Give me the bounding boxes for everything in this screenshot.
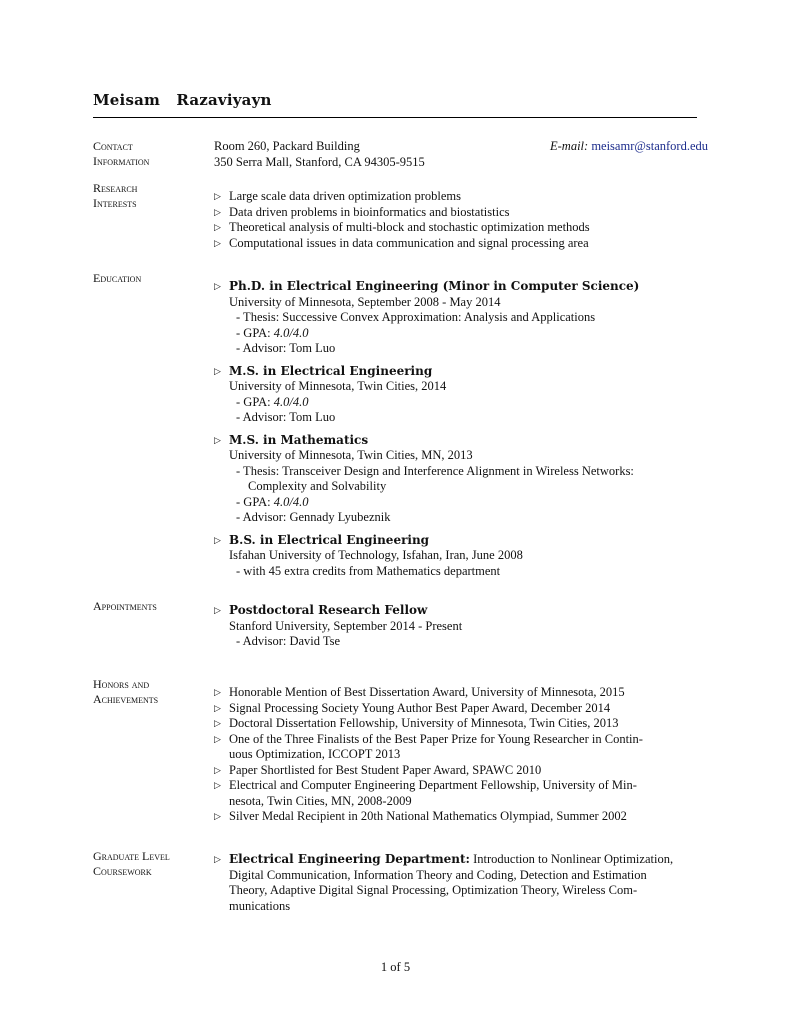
triangle-bullet-icon: ▷ (214, 281, 221, 291)
education-list (214, 279, 704, 579)
triangle-bullet-icon: ▷ (214, 534, 221, 545)
coursework-block (214, 852, 704, 914)
list-item: ▷ Theoretical analysis of multi-block and stochastic optimization methods (214, 220, 590, 234)
list-item: ▷ Silver Medal Recipient in 20th National Mathematics Olympiad, Summer 2002 (214, 809, 627, 823)
section-label-honors: Honors and Achievements (93, 677, 159, 706)
header-rule (93, 117, 697, 118)
degree-title: B.S. in Electrical Engineering (229, 532, 430, 547)
page-number: 1 of 5 (380, 960, 411, 974)
triangle-bullet-icon: ▷ (214, 687, 221, 697)
research-list (214, 189, 704, 251)
education-ms-ee: ▷ M.S. in Electrical Engineering University of Minnesota, Twin Cities, 2014 - GPA: 4.0/4.0 - Advisor: Tom Luo (214, 364, 704, 426)
triangle-bullet-icon: ▷ (214, 605, 221, 615)
triangle-bullet-icon: ▷ (214, 702, 221, 713)
triangle-bullet-icon: ▷ (214, 434, 221, 445)
triangle-bullet-icon: ▷ (214, 191, 221, 201)
education-phd: ▷ Ph.D. in Electrical Engineering (Minor in Computer Science) University of Minnesota, September 2008 - May 2014 - Thesis: Successive Convex Approximation: Analysis and Applications - GPA: 4.0/4.0 - Advisor: Tom Luo (214, 279, 704, 357)
section-label-contact: Contact Information (93, 139, 150, 168)
contact-address-line2: 350 Serra Mall, Stanford, CA 94305-9515 (214, 154, 425, 169)
triangle-bullet-icon: ▷ (214, 718, 221, 728)
education-bs: ▷ B.S. in Electrical Engineering Isfahan University of Technology, Isfahan, Iran, June 2008 - with 45 extra credits from Mathematics department (214, 533, 704, 580)
email-link[interactable]: meisamr@stanford.edu (591, 139, 708, 153)
section-label-appointments: Appointments (93, 599, 157, 613)
degree-title: M.S. in Mathematics (229, 432, 369, 447)
list-item: ▷ Paper Shortlisted for Best Student Paper Award, SPAWC 2010 (214, 762, 542, 777)
contact-email (550, 139, 708, 155)
education-ms-math: ▷ M.S. in Mathematics University of Minnesota, Twin Cities, MN, 2013 - Thesis: Transceiver Design and Interference Alignment in Wireless Networks: Complexity and Solvability - GPA: 4.0/4.0 - Advisor: Gennady Lyubeznik (214, 433, 704, 526)
list-item: ▷ Data driven problems in bioinformatics and biostatistics (214, 204, 510, 219)
degree-title: M.S. in Electrical Engineering (229, 363, 433, 378)
list-item: ▷ Signal Processing Society Young Author Best Paper Award, December 2014 (214, 700, 611, 715)
triangle-bullet-icon: ▷ (214, 237, 221, 248)
section-label-research: Research Interests (93, 181, 138, 210)
section-label-coursework: Graduate Level Coursework (93, 849, 170, 878)
list-item: ▷ Electrical and Computer Engineering Department Fellowship, University of Min- nesota, Twin Cities, MN, 2008-2009 (214, 778, 637, 808)
list-item: ▷ One of the Three Finalists of the Best Paper Prize for Young Researcher in Contin- uous Optimization, ICCOPT 2013 (214, 731, 643, 761)
list-item: ▷ Computational issues in data communication and signal processing area (214, 235, 589, 250)
cv-name: Meisam Razaviyayn (93, 91, 272, 109)
triangle-bullet-icon: ▷ (214, 764, 221, 775)
list-item: ▷ Large scale data driven optimization problems (214, 189, 461, 203)
appointments-block (214, 603, 704, 650)
degree-title: Ph.D. in Electrical Engineering (Minor in Computer Science) (229, 279, 640, 293)
list-item: ▷ Doctoral Dissertation Fellowship, University of Minnesota, Twin Cities, 2013 (214, 716, 619, 730)
contact-address-line1: Room 260, Packard Building (214, 139, 360, 153)
triangle-bullet-icon: ▷ (214, 222, 221, 232)
list-item: ▷ Electrical Engineering Department: Introduction to Nonlinear Optimization, Digital Communication, Information Theory and Coding, Detection and Estimation Theory, Adaptive Digital Signal Processing, Optimization Theory, Wireless Com- munications (214, 852, 674, 913)
list-item: ▷ Honorable Mention of Best Dissertation Award, University of Minnesota, 2015 (214, 685, 625, 699)
department-name: Electrical Engineering Department: (229, 852, 470, 866)
triangle-bullet-icon: ▷ (214, 854, 221, 864)
appointment-title: Postdoctoral Research Fellow (229, 603, 428, 617)
email-label: E-mail: (550, 139, 589, 153)
section-label-education: Education (93, 271, 142, 285)
triangle-bullet-icon: ▷ (214, 206, 221, 217)
triangle-bullet-icon: ▷ (214, 780, 221, 790)
list-item: ▷ Postdoctoral Research Fellow Stanford University, September 2014 - Present - Advisor: David Tse (214, 603, 704, 650)
triangle-bullet-icon: ▷ (214, 811, 221, 821)
honors-list (214, 685, 704, 825)
triangle-bullet-icon: ▷ (214, 365, 221, 376)
triangle-bullet-icon: ▷ (214, 733, 221, 744)
contact-block (214, 139, 708, 170)
